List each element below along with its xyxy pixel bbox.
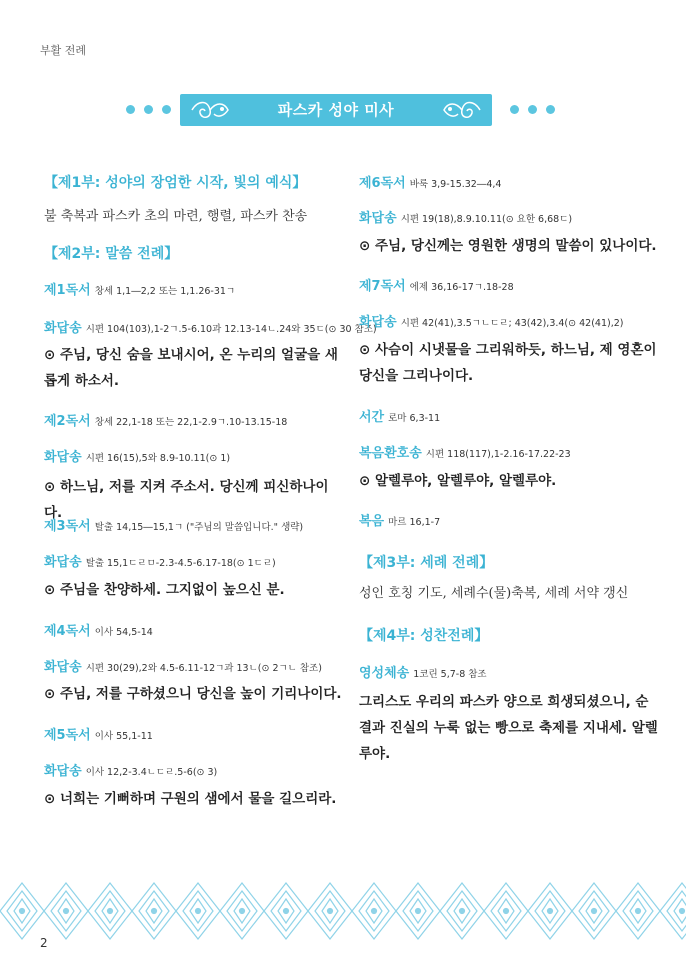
reading-reference: 창세 22,1-18 또는 22,1-2.9ㄱ.10-13.15-18 [94, 417, 288, 428]
epistle-reference: 로마 6,3-11 [388, 413, 441, 424]
diamond-center [636, 909, 641, 914]
communion-antiphon [359, 662, 487, 681]
psalm-reference: 탈출 15,1ㄷㄹㅁ-2.3-4.5-6.17-18(⊙ 1ㄷㄹ) [85, 558, 276, 569]
reading-label: 제1독서 [44, 283, 91, 298]
part1-description: 불 축복과 파스카 초의 마련, 행렬, 파스카 찬송 [44, 209, 308, 224]
psalm-reference: 이사 12,2-3.4ㄴㄷㄹ.5-6(⊙ 3) [85, 767, 218, 778]
title-banner [180, 94, 492, 126]
psalm-5 [44, 760, 217, 779]
page-number: 2 [40, 936, 48, 950]
diamond-center [416, 909, 421, 914]
reading-5 [44, 724, 153, 743]
decorative-pattern-icon [0, 880, 686, 942]
psalm-1 [44, 317, 377, 336]
reading-reference: 에제 36,16-17ㄱ.18-28 [409, 282, 514, 293]
reading-label: 제2독서 [44, 414, 91, 429]
dot-ornament [528, 105, 537, 114]
diamond-center [680, 909, 685, 914]
communion-text: 그리스도 우리의 파스카 양으로 희생되셨으니, 순결과 진실의 누룩 없는 빵으로 축제를 지내세. 알렐루야. [359, 694, 658, 762]
psalm-2-response: ⊙ 하느님, 저를 지켜 주소서. 당신께 피신하나이다. [44, 479, 329, 521]
psalm-6 [359, 207, 572, 226]
part3-description: 성인 호칭 기도, 세례수(물)축복, 세례 서약 갱신 [359, 586, 629, 601]
reading-label: 제6독서 [359, 176, 406, 191]
psalm-3-response: ⊙ 주님을 찬양하세. 그지없이 높으신 분. [44, 582, 285, 598]
diamond-center [64, 909, 69, 914]
psalm-5-response: ⊙ 너희는 기뻐하며 구원의 샘에서 물을 길으리라. [44, 791, 337, 807]
reading-reference: 바룩 3,9-15.32―4,4 [409, 179, 502, 190]
dot-ornament [510, 105, 519, 114]
page-title: 파스카 성야 미사 [277, 101, 395, 119]
dot-ornament [126, 105, 135, 114]
reading-reference: 탈출 14,15―15,1ㄱ ("주님의 말씀입니다." 생략) [94, 522, 304, 533]
diamond-center [592, 909, 597, 914]
psalm-reference: 시편 19(18),8.9.10.11(⊙ 요한 6,68ㄷ) [400, 214, 573, 225]
reading-label: 제4독서 [44, 624, 91, 639]
reading-3 [44, 515, 303, 534]
diamond-center [328, 909, 333, 914]
epistle [359, 406, 440, 425]
psalm-reference: 시편 104(103),1-2ㄱ.5-6.10과 12.13-14ㄴ.24와 35ㄷ(⊙ 30 참조) [85, 324, 377, 335]
diamond-center [20, 909, 25, 914]
diamond-center [196, 909, 201, 914]
gospel-label: 복음 [359, 514, 385, 529]
reading-7 [359, 275, 514, 294]
psalm-7-response: ⊙ 사슴이 시냇물을 그리워하듯, 하느님, 제 영혼이 당신을 그리나이다. [359, 342, 657, 384]
psalm-reference: 시편 42(41),3.5ㄱㄴㄷㄹ; 43(42),3.4(⊙ 42(41),2) [400, 318, 624, 329]
gospel [359, 510, 440, 529]
reading-reference: 이사 54,5-14 [94, 627, 153, 638]
dot-ornament [546, 105, 555, 114]
psalm-label: 화답송 [44, 321, 82, 336]
reading-6 [359, 172, 501, 191]
reading-2 [44, 410, 287, 429]
psalm-reference: 시편 16(15),5와 8.9-10.11(⊙ 1) [85, 453, 231, 464]
psalm-label: 화답송 [359, 315, 397, 330]
epistle-label: 서간 [359, 410, 385, 425]
psalm-3 [44, 551, 276, 570]
psalm-7 [359, 311, 623, 330]
diamond-center [504, 909, 509, 914]
part3-heading: 【제3부: 세례 전례】 [359, 555, 494, 571]
dot-ornament [162, 105, 171, 114]
part2-heading: 【제2부: 말씀 전례】 [44, 246, 179, 262]
psalm-label: 화답송 [359, 211, 397, 226]
psalm-2 [44, 446, 230, 465]
gospel-acclamation [359, 442, 571, 461]
psalm-4 [44, 656, 322, 675]
diamond-center [372, 909, 377, 914]
running-header: 부활 전례 [40, 44, 87, 57]
psalm-4-response: ⊙ 주님, 저를 구하셨으니 당신을 높이 기리나이다. [44, 686, 342, 702]
diamond-center [548, 909, 553, 914]
communion-reference: 1코린 5,7-8 참조 [413, 669, 487, 680]
reading-4 [44, 620, 153, 639]
psalm-label: 화답송 [44, 660, 82, 675]
reading-label: 제7독서 [359, 279, 406, 294]
dot-ornament [144, 105, 153, 114]
reading-1 [44, 279, 235, 298]
alleluia-response: ⊙ 알렐루야, 알렐루야, 알렐루야. [359, 473, 557, 489]
psalm-label: 화답송 [44, 450, 82, 465]
gospel-reference: 마르 16,1-7 [388, 517, 441, 528]
psalm-reference: 시편 30(29),2와 4.5-6.11-12ㄱ과 13ㄴ(⊙ 2ㄱㄴ 참조) [85, 663, 322, 674]
acclamation-reference: 시편 118(117),1-2.16-17.22-23 [425, 449, 571, 460]
part1-heading: 【제1부: 성야의 장엄한 시작, 빛의 예식】 [44, 175, 307, 191]
part4-heading: 【제4부: 성찬전례】 [359, 628, 489, 644]
psalm-1-response: ⊙ 주님, 당신 숨을 보내시어, 온 누리의 얼굴을 새롭게 하소서. [44, 347, 338, 389]
communion-label: 영성체송 [359, 666, 410, 681]
diamond-center [240, 909, 245, 914]
reading-reference: 창세 1,1―2,2 또는 1,1.26-31ㄱ [94, 286, 236, 297]
title-banner-row [120, 92, 550, 128]
diamond-center [108, 909, 113, 914]
psalm-6-response: ⊙ 주님, 당신께는 영원한 생명의 말씀이 있나이다. [359, 238, 657, 254]
diamond-center [460, 909, 465, 914]
reading-reference: 이사 55,1-11 [94, 731, 153, 742]
acclamation-label: 복음환호송 [359, 446, 422, 461]
diamond-center [284, 909, 289, 914]
reading-label: 제5독서 [44, 728, 91, 743]
flourish-right-icon [440, 96, 484, 124]
psalm-label: 화답송 [44, 764, 82, 779]
reading-label: 제3독서 [44, 519, 91, 534]
diamond-center [152, 909, 157, 914]
psalm-label: 화답송 [44, 555, 82, 570]
